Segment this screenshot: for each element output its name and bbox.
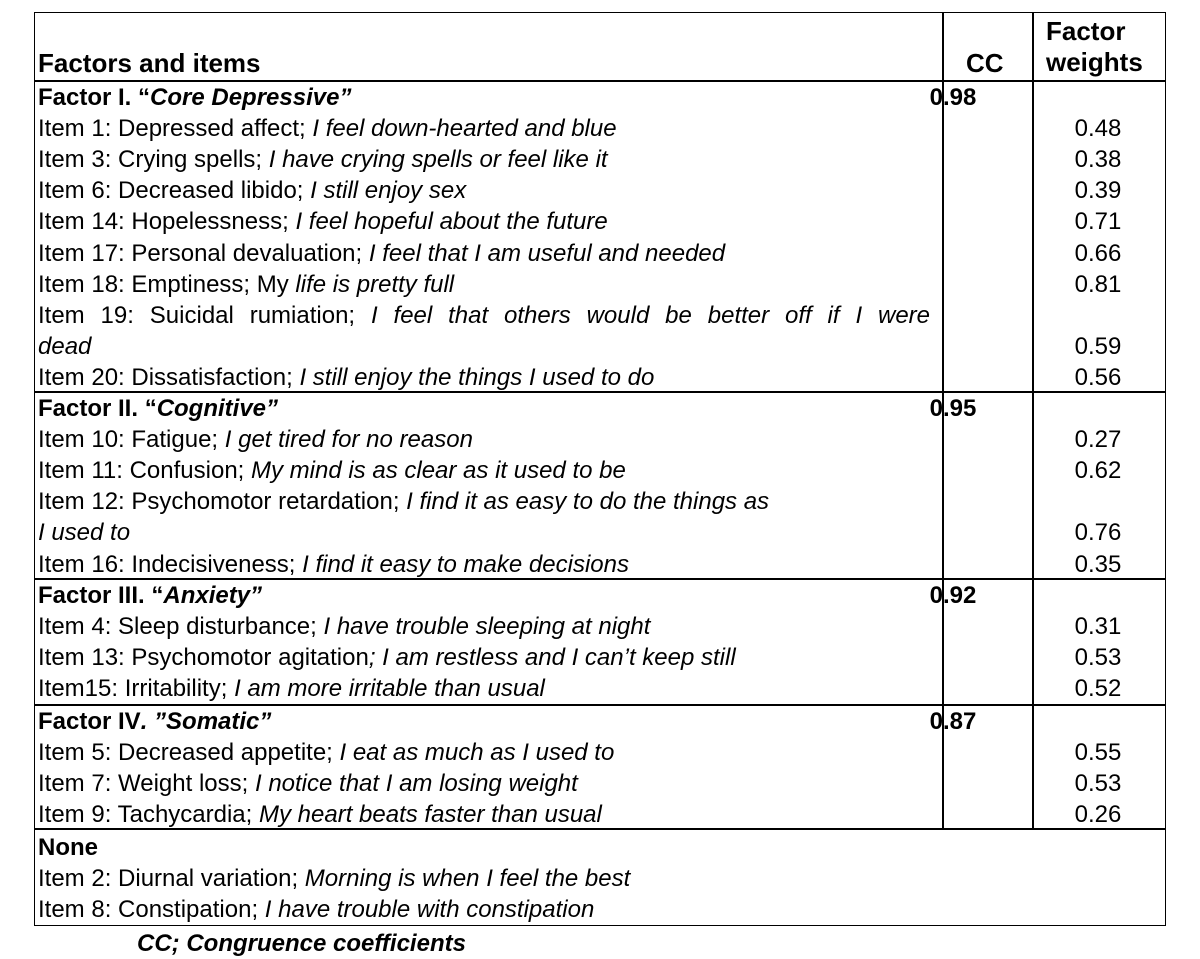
- header-factors-items: Factors and items: [38, 48, 261, 78]
- factor-weight-value: 0.56: [1074, 363, 1122, 391]
- header-weights-line2: weights: [1046, 47, 1143, 77]
- factor-cc-value: 0.87: [929, 708, 977, 735]
- item-text: [38, 799, 602, 830]
- item-quote: My mind is as clear as it used to be: [251, 457, 626, 485]
- item-label: Item 17: Personal devaluation;: [38, 239, 369, 267]
- factor-title-prefix: Factor II. “: [38, 395, 157, 422]
- item-label: Item 16: Indecisiveness;: [38, 550, 303, 578]
- item-label: Item 9: Tachycardia;: [38, 801, 259, 829]
- factor-title-name: Anxiety”: [163, 582, 263, 609]
- item-quote: I feel that I am useful and needed: [368, 239, 726, 267]
- none-title: None: [38, 834, 98, 861]
- item-quote: My heart beats faster than usual: [259, 801, 602, 829]
- item-label: Item 13: Psychomotor agitation: [38, 644, 369, 672]
- item-text: [38, 300, 930, 331]
- item-quote-continued: I used to: [38, 519, 131, 547]
- item-label: Item 2: Diurnal variation;: [38, 865, 305, 893]
- factor-weight-value: 0.62: [1074, 457, 1122, 485]
- item-label: Item 18: Emptiness; My: [38, 270, 296, 298]
- item-label: Item 1: Depressed affect;: [38, 115, 313, 143]
- item-text: [38, 455, 626, 486]
- factor-weight-value: 0.38: [1074, 146, 1122, 174]
- header-cc: CC: [966, 48, 1004, 78]
- item-quote: Morning is when I feel the best: [304, 865, 631, 893]
- factor-title-prefix: Factor IV: [38, 708, 141, 735]
- item-label: Item 12: Psychomotor retardation;: [38, 488, 407, 516]
- item-quote-continued: dead: [38, 332, 92, 360]
- item-text: [38, 863, 630, 894]
- factor-weight-value: 0.71: [1074, 208, 1122, 236]
- factor-title: [38, 82, 351, 113]
- factor-cc-value: 0.92: [929, 582, 977, 609]
- factor-weight-value: 0.31: [1074, 613, 1122, 641]
- item-text: [38, 238, 725, 269]
- item-text: [38, 737, 614, 768]
- item-text: [38, 894, 594, 925]
- item-text: [38, 642, 736, 673]
- item-quote: ; I am restless and I can’t keep still: [368, 644, 736, 672]
- item-label: Item 6: Decreased libido;: [38, 177, 311, 205]
- item-quote: life is pretty full: [295, 270, 455, 298]
- item-quote: I still enjoy the things I used to do: [299, 363, 655, 391]
- item-label: Item 11: Confusion;: [38, 457, 251, 485]
- item-label: Item 3: Crying spells;: [38, 146, 269, 174]
- item-quote: I feel down-hearted and blue: [312, 115, 617, 143]
- factor-weight-value: 0.27: [1074, 426, 1122, 454]
- factor-title-prefix: Factor I. “: [38, 84, 151, 111]
- item-quote: I have crying spells or feel like it: [268, 146, 608, 174]
- factor-weight-value: 0.76: [1074, 519, 1122, 547]
- factor-weight-value: 0.35: [1074, 550, 1122, 578]
- header-weights-line1: Factor: [1046, 16, 1126, 46]
- item-quote: I feel hopeful about the future: [295, 208, 608, 236]
- item-label: Item 14: Hopelessness;: [38, 208, 296, 236]
- item-quote: I eat as much as I used to: [339, 739, 615, 767]
- item-label: Item 4: Sleep disturbance;: [38, 613, 324, 641]
- item-label: Item 7: Weight loss;: [38, 770, 255, 798]
- factor-weight-value: 0.59: [1074, 332, 1122, 360]
- item-text: [38, 549, 629, 580]
- item-quote: I am more irritable than usual: [234, 675, 545, 703]
- item-text: [38, 144, 608, 175]
- item-quote: I feel that others would be better off if I were: [370, 301, 931, 329]
- item-quote: I still enjoy sex: [310, 177, 467, 205]
- factor-weight-value: 0.53: [1074, 644, 1122, 672]
- factor-cc-value: 0.95: [929, 395, 977, 422]
- footnote: CC; Congruence coefficients: [137, 930, 466, 957]
- factor-weight-value: 0.48: [1074, 115, 1122, 143]
- item-label: Item 5: Decreased appetite;: [38, 739, 340, 767]
- item-label: Item 8: Constipation;: [38, 896, 265, 924]
- factor-title-prefix: Factor III. “: [38, 582, 164, 609]
- item-text: [38, 424, 473, 455]
- factor-weight-value: 0.52: [1074, 675, 1122, 703]
- item-text: [38, 175, 466, 206]
- item-text: [38, 113, 617, 144]
- factor-title: [38, 580, 262, 611]
- item-text: [38, 673, 545, 704]
- item-quote: I have trouble sleeping at night: [323, 613, 651, 641]
- factor-weight-value: 0.53: [1074, 770, 1122, 798]
- factor-title: [38, 393, 278, 424]
- factor-weight-value: 0.26: [1074, 801, 1122, 829]
- item-quote: I notice that I am losing weight: [254, 770, 578, 798]
- item-quote: I have trouble with constipation: [264, 896, 595, 924]
- factor-cc-value: 0.98: [929, 84, 977, 111]
- item-quote: I get tired for no reason: [224, 426, 473, 454]
- factor-weight-value: 0.39: [1074, 177, 1122, 205]
- item-text: [38, 486, 930, 517]
- factor-title-name: Core Depressive”: [150, 84, 352, 111]
- item-text: [38, 611, 650, 642]
- item-text: [38, 206, 608, 237]
- item-label: Item 10: Fatigue;: [38, 426, 225, 454]
- factor-title-name: . ”Somatic”: [140, 708, 272, 735]
- factor-weight-value: 0.55: [1074, 739, 1122, 767]
- factor-title-name: Cognitive”: [156, 395, 279, 422]
- item-text: [38, 768, 578, 799]
- factor-title: [38, 706, 271, 737]
- item-label: Item15: Irritability;: [38, 675, 235, 703]
- factor-weight-value: 0.66: [1074, 239, 1122, 267]
- factor-weight-value: 0.81: [1074, 270, 1122, 298]
- item-label: Item 20: Dissatisfaction;: [38, 363, 300, 391]
- item-label: Item 19: Suicidal rumiation;: [38, 301, 371, 329]
- item-quote: I find it easy to make decisions: [302, 550, 629, 578]
- item-text: [38, 362, 654, 393]
- item-quote: I find it as easy to do the things as: [406, 488, 770, 516]
- item-text: [38, 269, 454, 300]
